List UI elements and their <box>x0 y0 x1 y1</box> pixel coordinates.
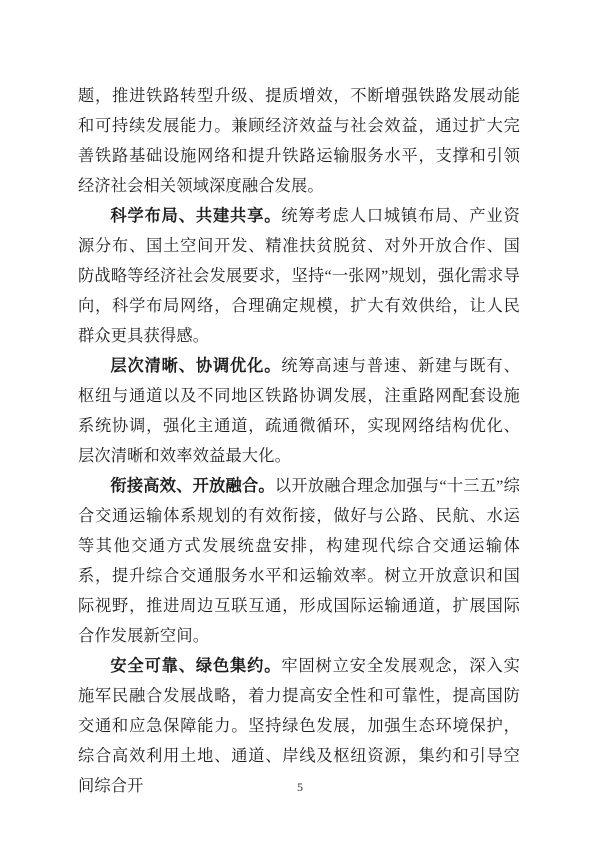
page-number: 5 <box>297 780 303 794</box>
paragraph-lead: 科学布局、共建共享。 <box>110 207 282 225</box>
paragraph <box>78 351 520 471</box>
paragraph-text: 以开放融合理念加强与“十三五”综合交通运输体系规划的有效衔接，做好与公路、民航、水运等其他交通方式发展统盘安排，构建现代综合交通运输体系，提升综合交通服务水平和运输效率。树立开放意识和国际视野，推进周边互联互通，形成国际运输通道，扩展国际合作发展新空间。 <box>78 477 521 645</box>
paragraph-text: 统筹考虑人口城镇布局、产业资源分布、国土空间开发、精准扶贫脱贫、对外开放合作、国防战略等经济社会发展要求，坚持“一张网”规划，强化需求导向，科学布局网络，合理确定规模，扩大有效供给，让人民群众更具获得感。 <box>78 207 520 345</box>
page-content <box>78 81 520 801</box>
paragraph-text: 统筹高速与普速、新建与既有、枢纽与通道以及不同地区铁路协调发展，注重路网配套设施系统协调，强化主通道，疏通微循环，实现网络结构优化、层次清晰和效率效益最大化。 <box>78 357 520 465</box>
paragraph-lead: 层次清晰、协调优化。 <box>110 357 282 375</box>
paragraph <box>78 201 520 351</box>
paragraph-lead: 安全可靠、绿色集约。 <box>110 657 282 675</box>
paragraph-lead: 衔接高效、开放融合。 <box>110 477 275 495</box>
paragraph-text: 牢固树立安全发展观念，深入实施军民融合发展战略，着力提高安全性和可靠性，提高国防交通和应急保障能力。坚持绿色发展，加强生态环境保护，综合高效利用土地、通道、岸线及枢纽资源，集约和引导空间综合开 <box>78 657 520 795</box>
paragraph <box>78 471 520 651</box>
paragraph-text: 题，推进铁路转型升级、提质增效，不断增强铁路发展动能和可持续发展能力。兼顾经济效益与社会效益，通过扩大完善铁路基础设施网络和提升铁路运输服务水平，支撑和引领经济社会相关领域深度融合发展。 <box>78 87 520 195</box>
paragraph <box>78 81 520 201</box>
